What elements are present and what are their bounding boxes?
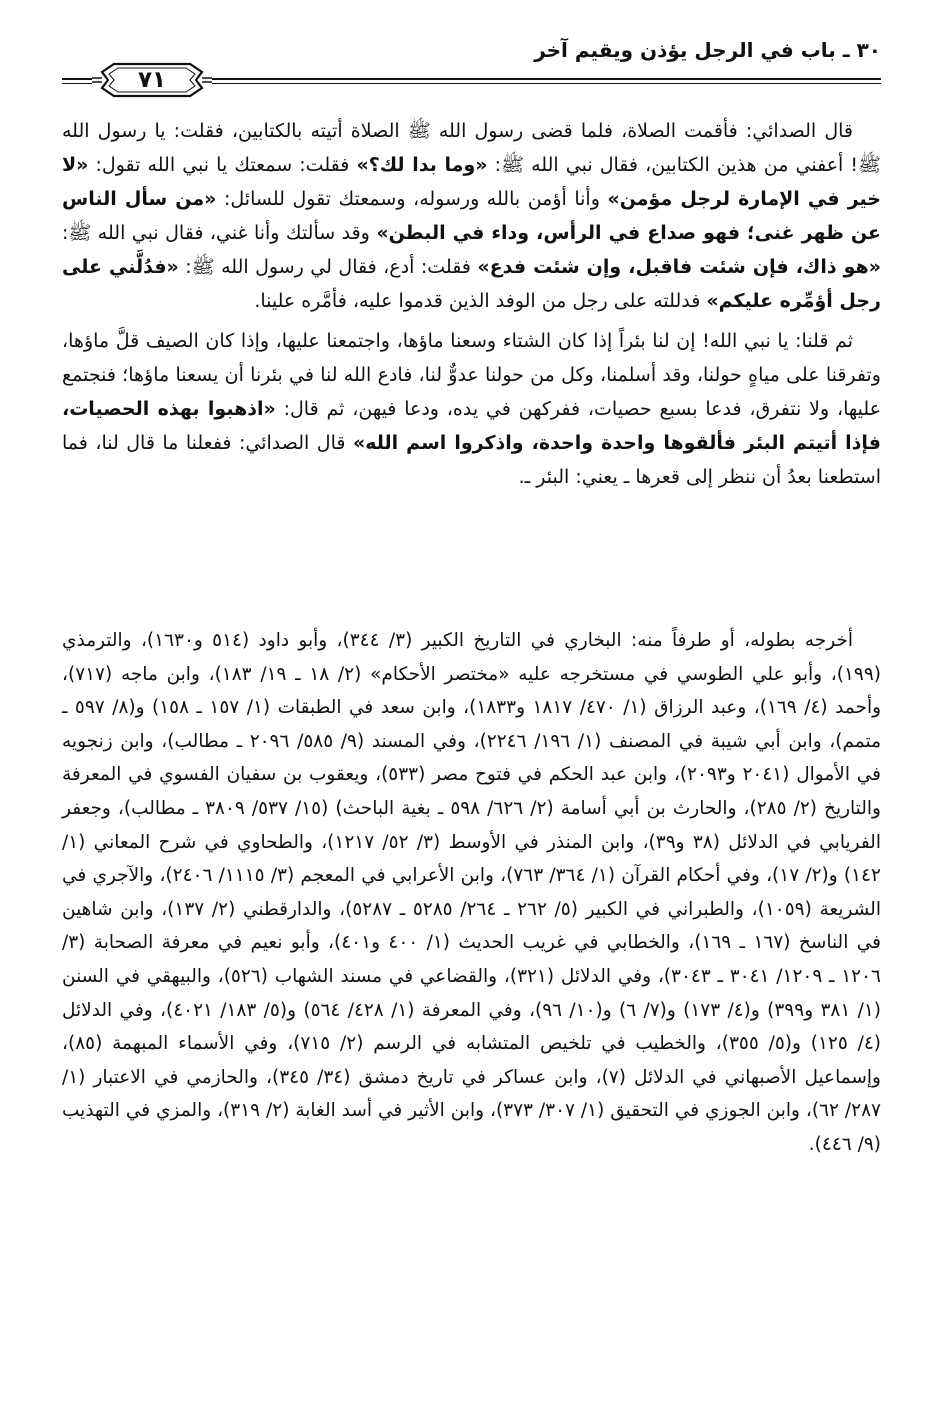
- prophetic-quote: «اذهبوا بهذه الحصيات، فإذا أتيتم البئر فألقوها واحدة واحدة، واذكروا اسم الله»: [62, 398, 882, 454]
- narration-text: فدللته على رجل من الوفد الذين قدموا عليه، فأمَّره علينا.: [254, 290, 707, 312]
- narration-text: وقد سألتك وأنا غني، فقال نبي الله ﷺ:: [62, 222, 377, 244]
- narration-text: فقلت: أدع، فقال لي رسول الله ﷺ:: [178, 256, 478, 278]
- running-title: ٣٠ ـ باب في الرجل يؤذن ويقيم آخر: [534, 38, 881, 62]
- footnote-references: أخرجه بطوله، أو طرفاً منه: البخاري في التاريخ الكبير (٣/ ٣٤٤)، وأبو داود (٥١٤ و١٦٣٠)، والترمذي (١٩٩)، وأبو علي الطوسي في مستخرجه عليه «مختصر الأحكام» (٢/ ١٨ ـ ١٩/ ١٨٣)، وابن ماجه (٧١٧)، وأحمد (٤/ ١٦٩)، وعبد الرزاق (١/ ٤٧٠/ ١٨١٧ و١٨٣٣)، وابن سعد في الطبقات (١/ ١٥٧ ـ ١٥٨) و(٨/ ٥٩٧ ـ متمم)، وابن أبي شيبة في المصنف (١/ ١٩٦/ ٢٢٤٦)، وفي المسند (٩/ ٥٨٥/ ٢٠٩٦ ـ مطالب)، وابن زنجويه في الأموال (٢٠٤١ و٢٠٩٣)، وابن عبد الحكم في فتوح مصر (٥٣٣)، ويعقوب بن سفيان الفسوي في المعرفة والتاريخ (٢/ ٢٨٥)، والحارث بن أبي أسامة (٢/ ٦٢٦/ ٥٩٨ ـ بغية الباحث) (١٥/ ٥٣٧/ ٣٨٠٩ ـ مطالب)، وجعفر الفريابي في الدلائل (٣٨ و٣٩)، وابن المنذر في الأوسط (٣/ ٥٢/ ١٢١٧)، والطحاوي في شرح المعاني (١/ ١٤٢) و(٢/ ١٧)، وفي أحكام القرآن (١/ ٣٦٤/ ٧٦٣)، وابن الأعرابي في المعجم (٣/ ١١١٥/ ٢٤٠٦)، والآجري في الشريعة (١٠٥٩)، والطبراني في الكبير (٥/ ٢٦٢ ـ ٢٦٤/ ٥٢٨٥ ـ ٥٢٨٧)، والدارقطني (٢/ ١٣٧)، وابن شاهين في الناسخ (١٦٧ ـ ١٦٩)، والخطابي في غريب الحديث (١/ ٤٠٠ و٤٠١)، وأبو نعيم في معرفة الصحابة (٣/ ١٢٠٦ ـ ١٢٠٩/ ٣٠٤١ ـ ٣٠٤٣)، وفي الدلائل (٣٢١)، والقضاعي في مسند الشهاب (٥٢٦)، والبيهقي في السنن (١/ ٣٨١ و٣٩٩) و(٤/ ١٧٣) و(٧/ ٦) و(١٠/ ٩٦)، وفي المعرفة (١/ ٤٢٨/ ٥٦٤) و(٥/ ١٨٣/ ٤٠٢١)، وفي الدلائل (٤/ ١٢٥) و(٥/ ٣٥٥)، والخطيب في تلخيص المتشابه في الرسم (٢/ ٧١٥)، وفي الأسماء المبهمة (٨٥)، وإسماعيل الأصبهاني في الدلائل (٧)، وابن عساكر في تاريخ دمشق (٣٤/ ٣٤٥)، والحازمي في الاعتبار (١/ ٢٨٧/ ٦٢)، وابن الجوزي في التحقيق (١/ ٣٠٧/ ٣٧٣)، وابن الأثير في أسد الغابة (٢/ ٣١٩)، والمزي في التهذيب (٩/ ٤٤٦).: [62, 630, 882, 1155]
- page-header: [62, 36, 881, 104]
- prophetic-quote: «لا خير في الإمارة لرجل مؤمن»: [62, 154, 881, 210]
- narration-text: ثم قلنا: يا نبي الله! إن لنا بئراً إذا كان الشتاء وسعنا ماؤها، واجتمعنا عليها، وإذا كان الصيف قلَّ ماؤها، وتفرقنا على مياهٍ حولنا، وقد أسلمنا، وكل من حولنا عدوٌّ لنا، فادع الله لنا في بئرنا أن يسعنا ماؤها؛ فنجتمع عليها، ولا نتفرق، فدعا بسبع حصيات، ففركهن في يده، ودعا فيهن، ثم قال:: [62, 330, 881, 420]
- paragraph: [62, 324, 881, 494]
- main-text: [62, 114, 881, 494]
- prophetic-quote: «وما بدا لك؟»: [356, 154, 488, 176]
- narration-text: قال الصدائي: فأقمت الصلاة، فلما قضى رسول الله ﷺ الصلاة أتيته بالكتابين، فقلت: يا رسول الله ﷺ! أعفني من هذين الكتابين، فقال نبي الله ﷺ:: [62, 120, 881, 176]
- prophetic-quote: «من سأل الناس عن ظهر غنى؛ فهو صداع في الرأس، وداء في البطن»: [62, 188, 881, 244]
- page-number-ornament: [92, 58, 212, 102]
- paragraph: [62, 114, 881, 318]
- narration-text: قال الصدائي: ففعلنا ما قال لنا، فما استطعنا بعدُ أن ننظر إلى قعرها ـ يعني: البئر ـ.: [62, 432, 881, 488]
- narration-text: فقلت: سمعتك يا نبي الله تقول:: [88, 154, 357, 176]
- page-number: ٧١: [137, 67, 167, 93]
- prophetic-quote: «هو ذاك، فإن شئت فاقبل، وإن شئت فدع»: [477, 256, 881, 278]
- narration-text: وأنا أؤمن بالله ورسوله، وسمعتك تقول للسائل:: [216, 188, 608, 210]
- prophetic-quote: «فدُلَّني على رجل أؤمِّره عليكم»: [62, 256, 881, 312]
